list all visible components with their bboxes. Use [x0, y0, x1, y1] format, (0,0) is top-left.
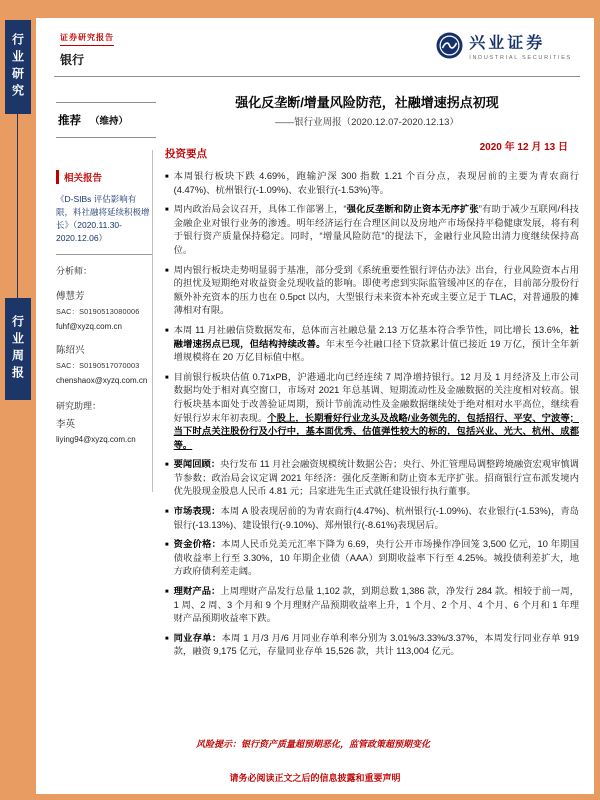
bullet-item: [165, 203, 579, 257]
bullet-marker-icon: ■: [165, 327, 169, 334]
report-title: 强化反垄断/增量风险防范，社融增速拐点初现: [235, 95, 499, 110]
bullet-list: [165, 170, 579, 659]
related-report-title: 《D-SIBs 评估影响有限，料社融将延续积极增长》（2020.11.30-2020.12.06）: [56, 194, 150, 243]
bullet-marker-icon: ■: [165, 462, 169, 469]
report-subtitle: ——银行业周报（2020.12.07-2020.12.13）: [275, 117, 459, 128]
report-date: 2020 年 12 月 13 日: [479, 142, 568, 153]
bullet-marker-icon: ■: [165, 374, 169, 381]
bullet-text: 本周银行板块下跌 4.69%，跑输沪深 300 指数 1.21 个百分点，表现居前的主要为青农商行(4.47%)、杭州银行(-1.09%)、农业银行(-1.53%)等。: [173, 171, 579, 195]
brand-block: [436, 30, 572, 61]
bullet-marker-icon: ■: [165, 589, 169, 596]
sidebar-connector-line: [17, 114, 18, 298]
brand-name-en: INDUSTRIAL SECURITIES: [469, 55, 572, 61]
assistant-name: 李英: [56, 419, 76, 430]
industry-label: 银行: [60, 53, 85, 67]
analyst-sac: SAC：S0190513080006: [56, 307, 140, 316]
rating-block: [56, 102, 156, 138]
bullet-text: 市场表现：本周 A 股表现居前的为青农商行(4.47%)、杭州银行(-1.09%)、农业银行(-1.53%)，青岛银行(-13.13%)、建设银行(-9.10%)、郑州银行(-8.61%)表现居后。: [173, 506, 579, 530]
assistant-email: liying94@xyzq.com.cn: [56, 435, 136, 444]
analyst-email: fuhf@xyzq.com.cn: [56, 322, 122, 331]
bullet-text: 周内政治局会议召开，具体工作部署上，“强化反垄断和防止资本无序扩张”有助于减少互联网/科技金融企业对银行业务的渗透。明年经济运行在合理区间以及房地产市场保持平稳健康发展，将有利于银行资产质量保持稳定。同时，“增量风险防范”的提法下，金融行业风险出清力度继续保持高位。: [173, 204, 579, 255]
analyst-sac: SAC：S0190517070003: [56, 361, 140, 370]
sidebar-tab-industry-research-label: 行业研究: [10, 33, 25, 101]
analyst-label: 分析师：: [56, 266, 93, 276]
bullet-text: 本周 11 月社融信贷数据发布，总体而言社融总量 2.13 万亿基本符合季节性，同比增长 13.6%，社融增速拐点已现，但结构持续改善。年末至今社融口径下贷款累计值已接近 19 万亿，预计全年新增规模将在 20 万亿目标值中枢。: [173, 324, 579, 363]
risk-warning: 风险提示：银行资产质量超预期恶化，监管政策超预期变化: [196, 739, 431, 749]
bullet-text: 目前银行板块估值 0.71xPB，沪港通北向已经连续 7 周净增持银行。12 月及 1 月经济及上市公司数据均处于相对真空窗口，市场对 2021 年总基调、短期流动性及金融数据的关注度相对较高。银行板块基本面处于改善验证周期，预计节前流动性及金融数据继续处于绝对相对水平高位，继续看好银行岁末年初表现。个股上，长期看好行业龙头及战略/业务领先的，包括招行、平安、宁波等；当下时点关注股份行及小行中，基本面优秀、估值弹性较大的标的，包括兴业、光大、杭州、成都等。: [173, 371, 579, 450]
bullet-marker-icon: ■: [165, 542, 169, 549]
bullet-marker-icon: ■: [165, 207, 169, 214]
document-body: [36, 18, 594, 794]
assistant-entry: [56, 416, 152, 444]
bullet-item: [165, 632, 579, 659]
bullet-marker-icon: ■: [165, 509, 169, 516]
brand-name-cn: 兴业证券: [469, 35, 546, 52]
bullet-item: [165, 324, 579, 365]
column-divider: [152, 150, 153, 492]
left-column: [56, 170, 152, 444]
analyst-name: 傅慧芳: [56, 291, 85, 302]
bullet-item: [165, 371, 579, 453]
bullet-item: [165, 505, 579, 532]
sidebar-tab-industry-weekly: [5, 298, 31, 400]
bullet-marker-icon: ■: [165, 174, 169, 180]
bullet-marker-icon: ■: [165, 635, 169, 642]
bullet-text: 要闻回顾：央行发布 11 月社会融资规模统计数据公告；央行、外汇管理局调整跨境融资宏观审慎调节参数；政治局会议定调 2021 年经济：强化反垄断和防止资本无序扩张。招商银行宣布派发境内优先股现金股息人民币 4.81 元；吕家进先生正式就任建设银行执行董事。: [173, 459, 579, 497]
sidebar-tab-industry-weekly-label: 行业周报: [10, 315, 25, 383]
bullet-item: [165, 264, 579, 318]
bullet-item: [165, 458, 579, 499]
bullet-marker-icon: ■: [165, 267, 169, 274]
bullet-text: 周内银行板块走势明显弱于基准，部分受到《系统重要性银行评估办法》出台，行业风险资本占用的担忧及短期绝对收益资金兑现收益的影响。即使考虑到实际监管缓冲区的存在，目前部分股份行额外补充资本的压力也在 0.5pct 以内，大型银行未来资本补充或主要立足于 TLAC，对普通股的摊薄相对有限。: [173, 264, 579, 316]
bullet-item: [165, 585, 579, 626]
analyst-entry: [56, 342, 152, 385]
left-column-divider: [56, 254, 152, 255]
related-reports-header: 相关报告: [56, 170, 152, 184]
brand-text: [469, 30, 572, 61]
rating-value: 推荐: [58, 115, 81, 127]
footer-disclaimer: 请务必阅读正文之后的信息披露和重要声明: [229, 773, 401, 783]
header-divider: [54, 76, 580, 77]
bullet-item: [165, 170, 579, 197]
report-type-label: 证券研究报告: [60, 32, 114, 46]
rating-status: （维持）: [90, 116, 129, 127]
analyst-name: 陈绍兴: [56, 345, 85, 356]
bullet-item: [165, 538, 579, 579]
analyst-entry: [56, 288, 152, 331]
bullet-text: 同业存单：本周 1 月/3 月/6 月同业存单利率分别为 3.01%/3.33%/3.37%，本周发行同业存单 919 款，融资 9,175 亿元，存量同业存单 15,526 款，共计 113,004 亿元。: [173, 632, 579, 657]
industrial-securities-logo-icon: [436, 32, 463, 59]
main-column: [165, 146, 579, 665]
analyst-email: chenshaox@xyzq.com.cn: [56, 376, 148, 385]
assistant-label: 研究助理：: [56, 401, 102, 411]
key-points-header: 投资要点: [165, 148, 207, 160]
bullet-text: 资金价格：本周人民币兑美元汇率下降为 6.69，央行公开市场操作净回笼 3,500 亿元，10 年期国债收益率上行至 3.30%，10 年期企业债（AAA）到期收益率下行至 4.25%。城投债利差扩大，地方政府债利差走阔。: [173, 539, 579, 577]
sidebar-tab-industry-research: [5, 20, 31, 114]
bullet-text: 理财产品：上周理财产品发行总量 1,102 款，到期总数 1,386 款，净发行 284 款。相较于前一周，1 周、2 周、3 个月和 9 个月理财产品预期收益率上升，1 个月、2 个月、4 个月、6 个月和 1 年理财产品预期收益率下跌。: [173, 586, 579, 624]
